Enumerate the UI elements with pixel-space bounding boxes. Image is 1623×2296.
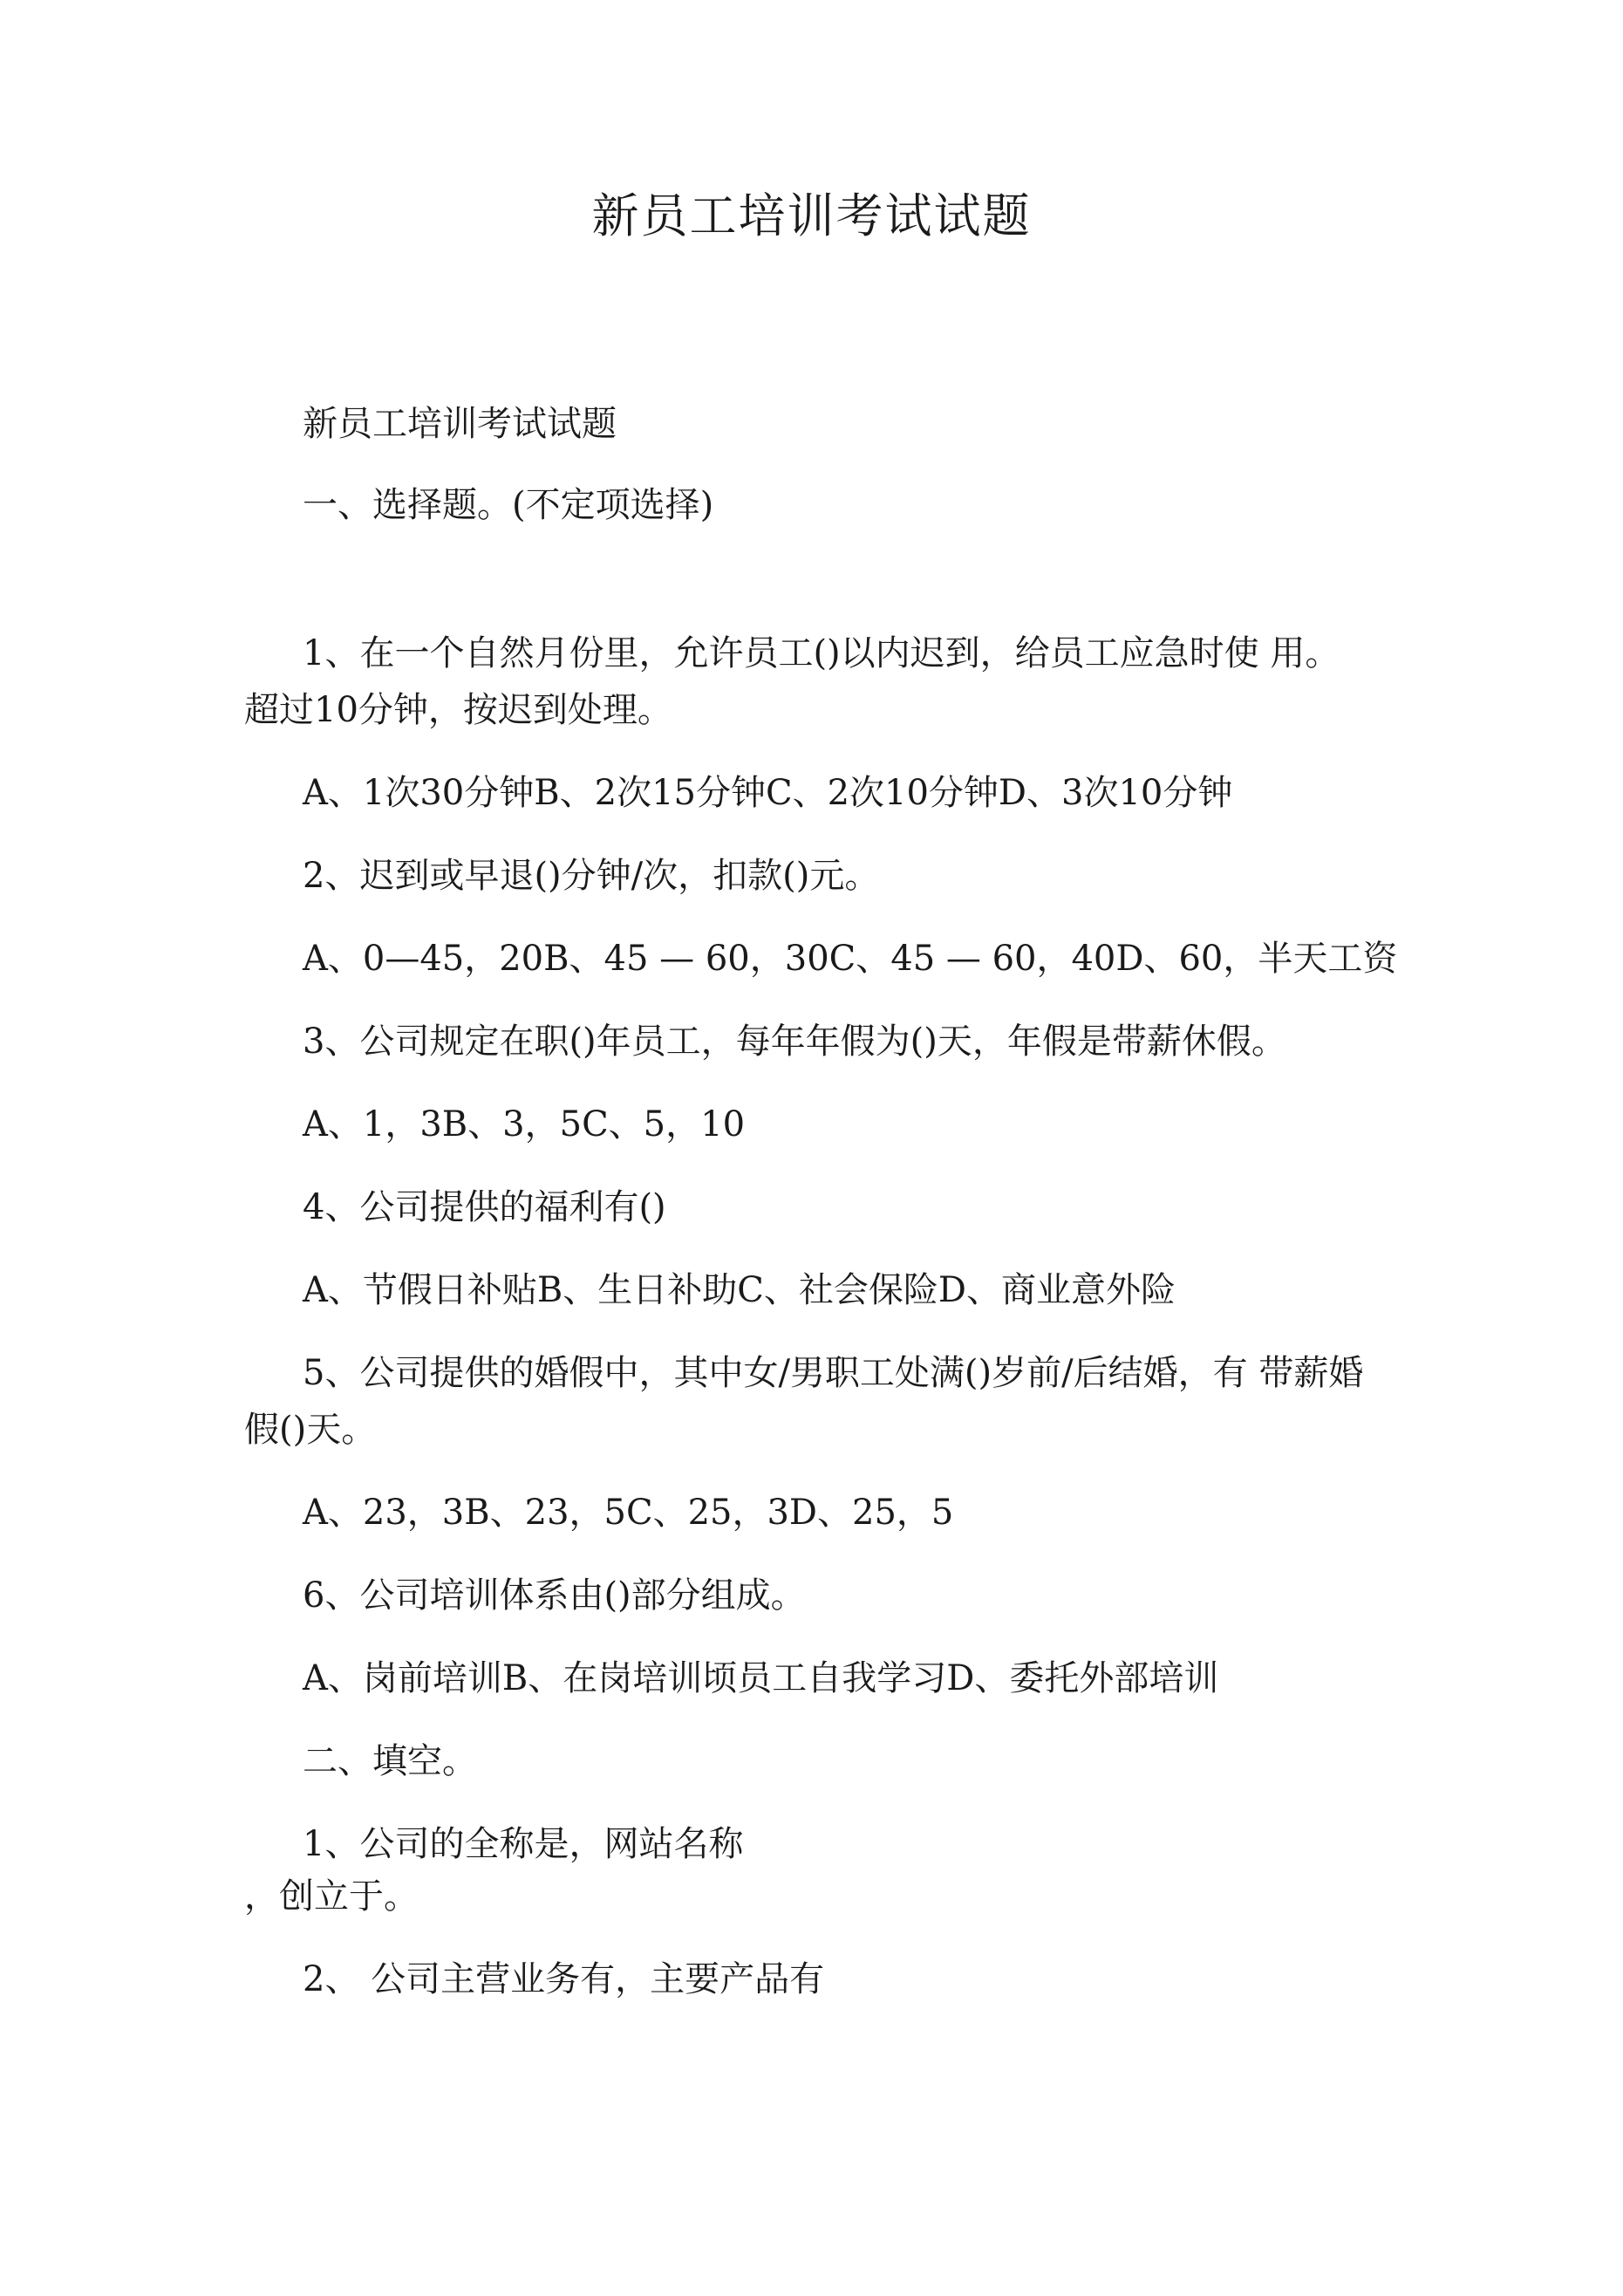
question-2-options: A、0—45，20B、45 — 60，30C、45 — 60，40D、60，半天工资: [303, 939, 1398, 979]
document-title: 新员工培训考试试题: [591, 188, 1032, 243]
section-heading-choice: 一、选择题。(不定项选择): [303, 485, 714, 525]
document-subtitle: 新员工培训考试试题: [303, 404, 617, 444]
question-3: 3、公司规定在职()年员工，每年年假为()天，年假是带薪休假。: [303, 1022, 1286, 1062]
question-3-options: A、1，3B、3，5C、5，10: [303, 1104, 746, 1145]
question-5-line-2: 假()天。: [244, 1410, 377, 1450]
question-6-options: A、岗前培训B、在岗培训顷员工自我学习D、委托外部培训: [303, 1658, 1219, 1698]
question-5-line-1: 5、公司提供的婚假中，其中女/男职工处满()岁前/后结婚，有 带薪婚: [303, 1353, 1364, 1393]
fill-1-line-2: ，创立于。: [244, 1876, 419, 1917]
question-1-line-1: 1、在一个自然月份里，允许员工()以内迟到，给员工应急时使 用。: [303, 633, 1340, 673]
section-heading-fill: 二、填空。: [303, 1741, 477, 1781]
question-6: 6、公司培训体系由()部分组成。: [303, 1575, 806, 1616]
question-4-options: A、节假日补贴B、生日补助C、社会保险D、商业意外险: [303, 1270, 1176, 1310]
question-1-options: A、1次30分钟B、2次15分钟C、2次10分钟D、3次10分钟: [303, 773, 1233, 813]
fill-1-line-1: 1、公司的全称是，网站名称: [303, 1824, 744, 1864]
question-4: 4、公司提供的福利有(): [303, 1187, 666, 1227]
fill-2: 2、 公司主营业务有，主要产品有: [303, 1959, 825, 1999]
question-5-options: A、23，3B、23，5C、25，3D、25，5: [303, 1493, 954, 1533]
question-1-line-2: 超过10分钟，按迟到处理。: [244, 690, 672, 730]
question-2: 2、迟到或早退()分钟/次，扣款()元。: [303, 856, 880, 896]
